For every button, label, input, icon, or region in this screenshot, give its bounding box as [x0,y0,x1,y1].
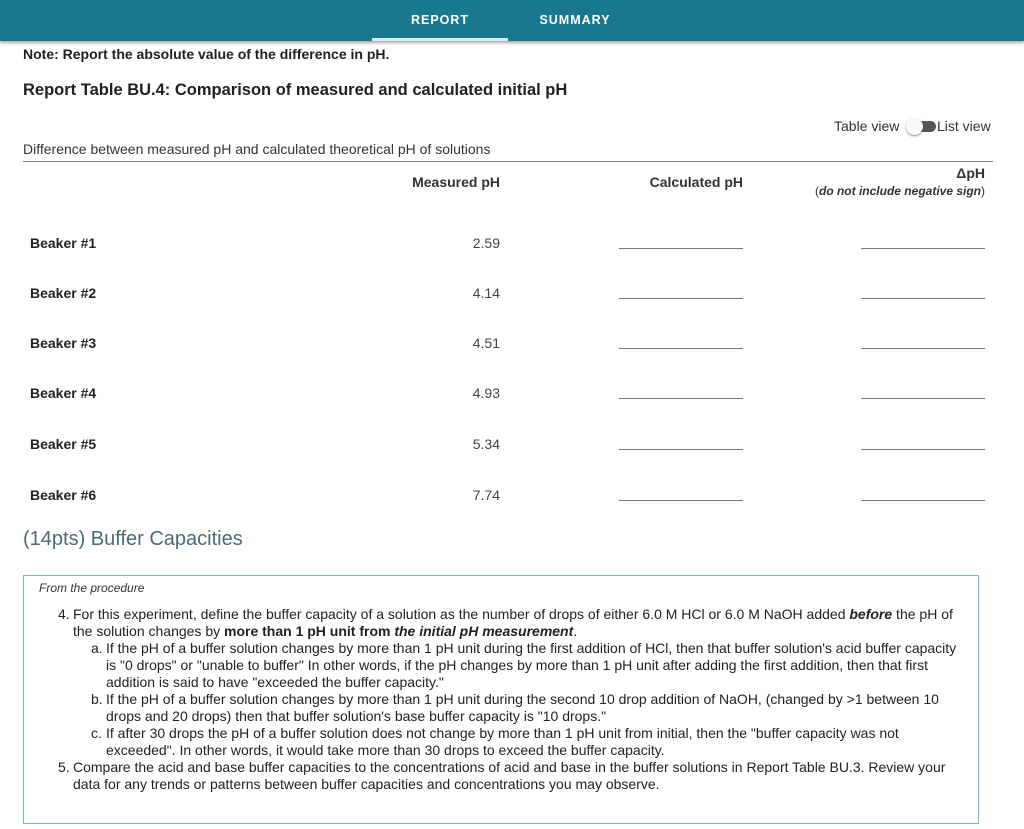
table-row [23,227,993,257]
measured-ph-value: 5.34 [472,436,500,452]
note-text: Note: Report the absolute value of the difference in pH. [23,46,390,62]
header-delta-ph: ΔpH [956,165,985,181]
row-label: Beaker #6 [30,487,97,503]
item-text: Compare the acid and base buffer capacities to the concentrations of acid and base in the buffer solutions in Report Table BU.3. Review your data for any trends or patterns between buffer capacities and concentrations you may observe. [73,759,946,792]
measured-ph-value: 2.59 [472,235,500,251]
item-emphasis: more than 1 pH unit from [224,623,395,639]
delta-ph-input[interactable] [861,377,985,399]
procedure-item-4 [24,606,974,640]
procedure-list [24,606,974,793]
tab-summary[interactable] [508,0,642,41]
row-label: Beaker #4 [30,385,97,401]
item-text: For this experiment, define the buffer capacity of a solution as the number of drops of either 6.0 M HCl or 6.0 M NaOH added [73,606,850,622]
row-label: Beaker #2 [30,285,97,301]
item-text: the pH of the solution changes by [73,606,953,639]
tab-summary-label: SUMMARY [539,13,611,27]
row-label: Beaker #3 [30,335,97,351]
delta-note-open: ( [814,184,819,198]
measured-ph-value: 7.74 [472,487,500,503]
calculated-ph-input[interactable] [619,327,743,349]
tab-report-label: REPORT [410,13,470,27]
top-nav-bar [0,0,1024,41]
procedure-item-5 [24,759,974,793]
table-row [23,327,993,357]
item-emphasis: before [849,606,893,622]
section-heading-buffer-capacities: (14pts) Buffer Capacities [23,528,243,550]
subitem-text: If the pH of a buffer solution changes by more than 1 pH unit during the second 10 drop addition of NaOH, (changed by >1 between 10 drops and 20 drops) then that buffer solution's base buffer capacity is "10 drops." [106,691,939,724]
table-divider [23,161,993,162]
delta-ph-input[interactable] [861,428,985,450]
table-title: Report Table BU.4: Comparison of measured and calculated initial pH [23,81,568,99]
item-number: 5. [58,759,70,775]
delta-ph-input[interactable] [861,277,985,299]
tab-report[interactable] [372,0,508,41]
subitem-letter: a. [91,640,103,656]
measured-ph-value: 4.93 [472,385,500,401]
procedure-label: From the procedure [39,581,145,595]
table-view-label: Table view [834,118,900,134]
calculated-ph-input[interactable] [619,479,743,501]
procedure-subitem-b [24,691,974,725]
item-number: 4. [58,606,70,622]
table-row [23,428,993,458]
list-view-label: List view [937,118,991,134]
header-measured-ph: Measured pH [412,174,500,190]
measured-ph-value: 4.51 [472,335,500,351]
delta-ph-input[interactable] [861,227,985,249]
row-label: Beaker #1 [30,235,97,251]
delta-ph-input[interactable] [861,327,985,349]
table-caption: Difference between measured pH and calculated theoretical pH of solutions [23,141,491,157]
table-row [23,377,993,407]
table-row [23,479,993,509]
header-delta-note [790,184,985,198]
calculated-ph-input[interactable] [619,277,743,299]
toggle-knob [906,118,923,135]
delta-note-text: do not include negative sign [818,184,981,198]
subitem-letter: c. [91,725,102,741]
active-tab-indicator [372,38,508,41]
procedure-box [23,575,979,824]
item-emphasis: the initial pH measurement [394,623,574,639]
subitem-text: If the pH of a buffer solution changes by more than 1 pH unit during the first addition of HCl, then that buffer solution's acid buffer capacity is "0 drops" or "unable to buffer" In other words, if the pH changes by more than 1 pH unit after adding the first addition, then that first addition is said to have "exceeded the buffer capacity." [106,640,957,690]
view-toggle-switch[interactable] [906,119,936,133]
calculated-ph-input[interactable] [619,377,743,399]
row-label: Beaker #5 [30,436,97,452]
procedure-subitem-a [24,640,974,691]
header-calculated-ph: Calculated pH [649,174,743,190]
subitem-letter: b. [91,691,103,707]
delta-note-close: ) [981,184,985,198]
item-text: . [573,623,578,639]
calculated-ph-input[interactable] [619,227,743,249]
measured-ph-value: 4.14 [472,285,500,301]
subitem-text: If after 30 drops the pH of a buffer solution does not change by more than 1 pH unit from initial, then the "buffer capacity was not exceeded". In other words, it would take more than 30 drops to exceed the buffer capacity. [106,725,899,758]
procedure-subitem-c [24,725,974,759]
table-row [23,277,993,307]
delta-ph-input[interactable] [861,479,985,501]
calculated-ph-input[interactable] [619,428,743,450]
